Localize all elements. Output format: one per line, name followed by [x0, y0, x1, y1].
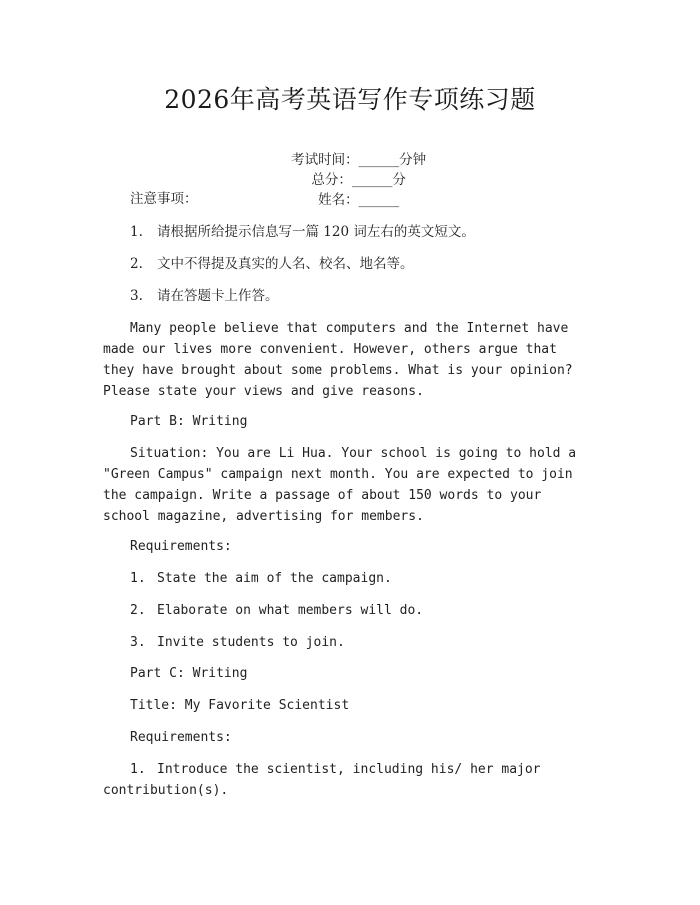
- exam-time-field: [291, 148, 426, 168]
- total-score-field: [311, 168, 406, 188]
- requirement-text: State the aim of the campaign.: [157, 571, 392, 586]
- total-score-blank: ______: [351, 172, 393, 188]
- part-b-requirements-heading: Requirements:: [130, 539, 232, 554]
- total-score-unit: 分: [392, 172, 406, 188]
- part-b-situation: Situation: You are Li Hua. Your school is going to hold a "Green Campus" campaign next month. You are expected to join the campaign. Write a passage of about 150 words to your school magazine, advertising for members.: [103, 446, 577, 524]
- note-item-text: 请根据所给提示信息写一篇 120 词左右的英文短文。: [157, 224, 475, 240]
- part-b-requirement-1: [103, 568, 595, 589]
- note-item-1: [103, 222, 595, 243]
- total-score-label: 总分：: [311, 172, 352, 188]
- part-c-requirements-heading: Requirements:: [130, 730, 232, 745]
- exam-time-unit: 分钟: [399, 152, 427, 168]
- exam-info-line: [0, 132, 700, 224]
- requirement-text: Introduce the scientist, including his/ her major contribution(s).: [103, 762, 541, 798]
- exam-time-label: 考试时间：: [291, 152, 359, 168]
- requirement-number: 1.: [130, 762, 146, 777]
- student-name-label: 姓名：: [318, 192, 359, 208]
- notes-heading: 注意事项：: [130, 191, 198, 207]
- exam-time-blank: ______: [358, 152, 400, 168]
- part-b-heading: Part B: Writing: [130, 414, 248, 429]
- part-b-requirement-3: [103, 632, 595, 653]
- note-item-text: 请在答题卡上作答。: [157, 288, 279, 304]
- note-item-number: 3.: [130, 288, 143, 304]
- note-item-2: [103, 254, 595, 275]
- note-item-3: [103, 286, 595, 307]
- requirement-number: 1.: [130, 571, 146, 586]
- requirement-text: Elaborate on what members will do.: [157, 603, 424, 618]
- part-b-requirement-2: [103, 600, 595, 621]
- note-item-number: 2.: [130, 256, 143, 272]
- part-a-prompt: Many people believe that computers and the Internet have made our lives more convenient. However, others argue that they have brought about some problems. What is your opinion? Please state your views and give reasons.: [103, 321, 573, 399]
- requirement-text: Invite students to join.: [157, 635, 345, 650]
- requirement-number: 2.: [130, 603, 146, 618]
- part-c-requirement-1: [103, 759, 595, 801]
- student-name-blank: ______: [358, 192, 400, 208]
- requirement-number: 3.: [130, 635, 146, 650]
- page-title: 2026年高考英语写作专项练习题: [164, 85, 536, 114]
- note-item-number: 1.: [130, 224, 143, 240]
- part-c-title: Title: My Favorite Scientist: [130, 698, 350, 713]
- part-c-heading: Part C: Writing: [130, 666, 248, 681]
- note-item-text: 文中不得提及真实的人名、校名、地名等。: [157, 256, 414, 272]
